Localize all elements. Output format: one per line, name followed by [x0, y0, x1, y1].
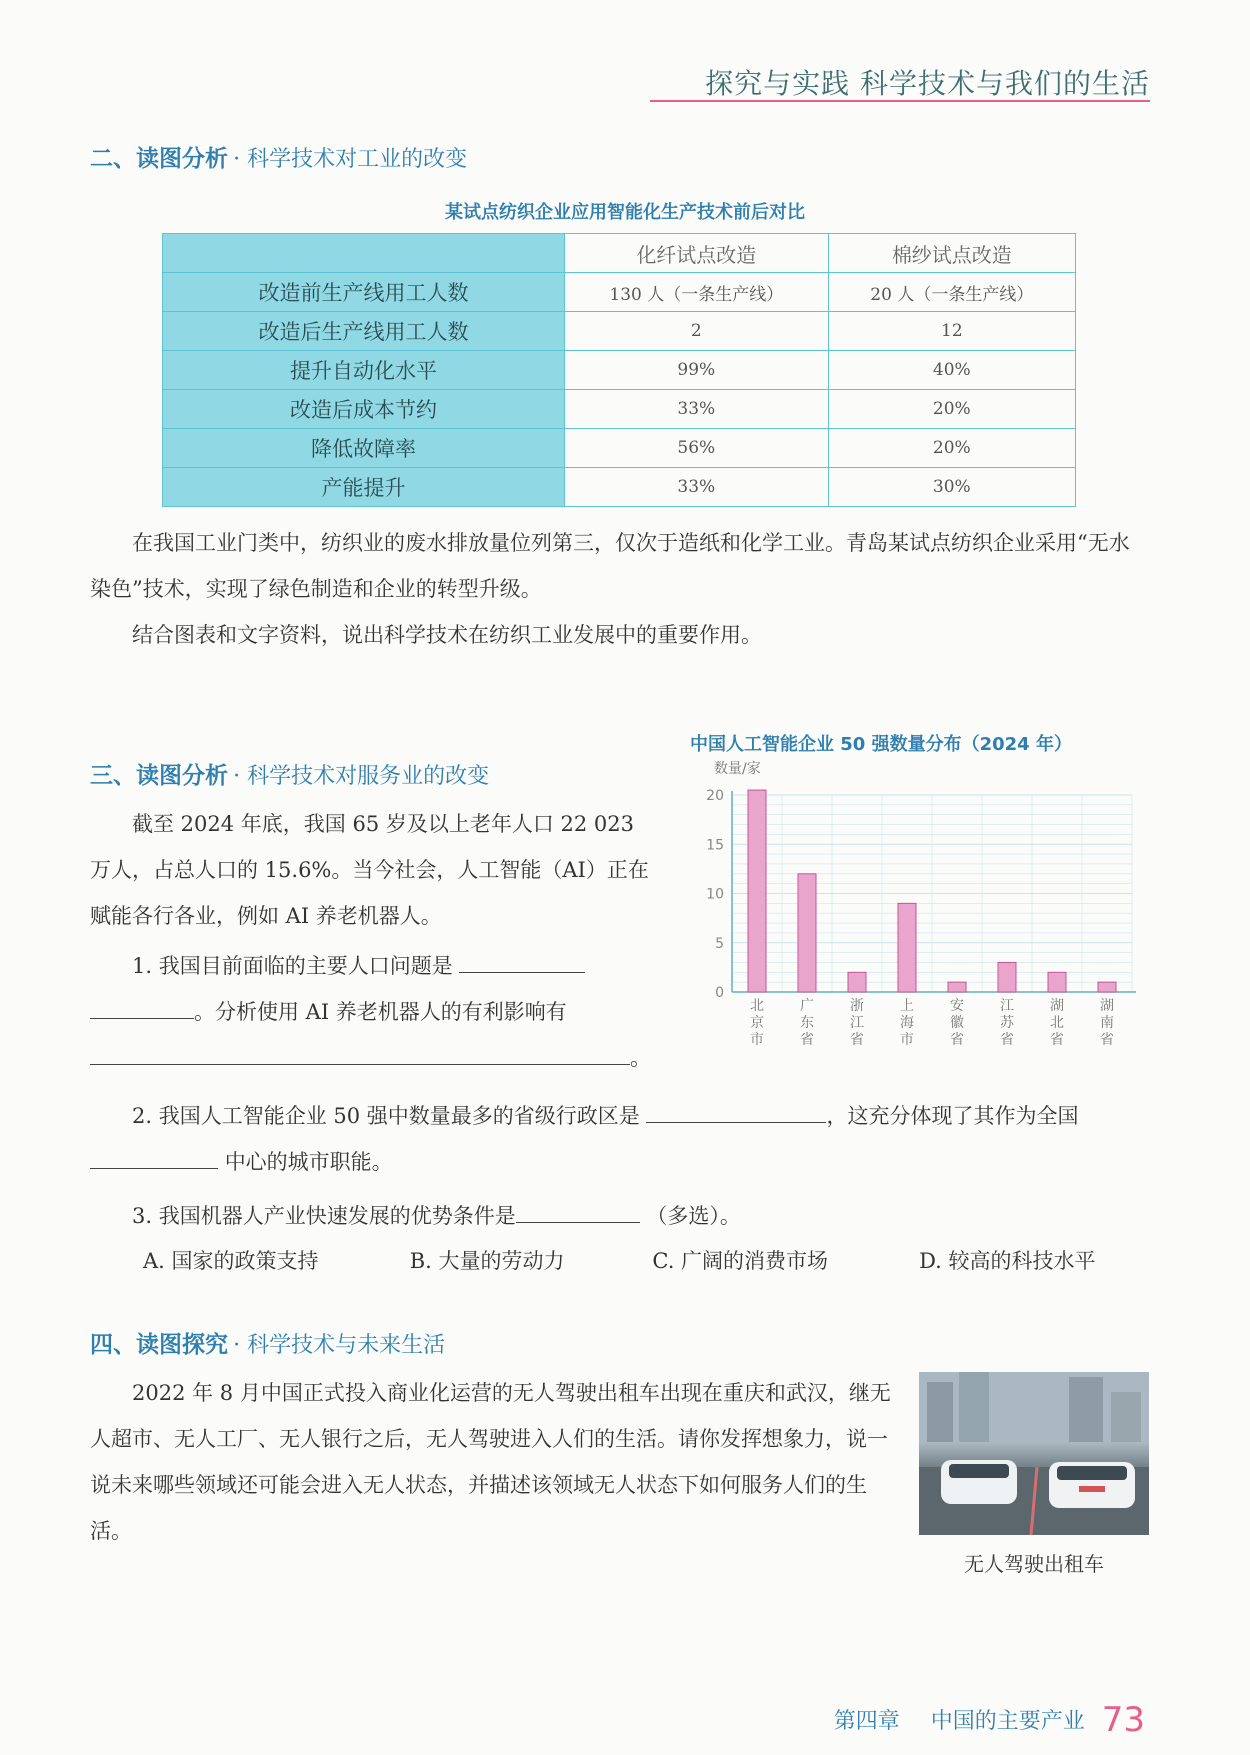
robotaxi-photo: [919, 1372, 1149, 1535]
footer-chapter-title: 中国的主要产业: [930, 1709, 1085, 1734]
option-d[interactable]: D. 较高的科技水平: [919, 1249, 1096, 1273]
table-cell: 12: [828, 312, 1075, 351]
table-cell: 56%: [565, 429, 829, 468]
chart-x-tick-label: 江苏省: [1000, 998, 1014, 1048]
table-cell: 20%: [828, 429, 1075, 468]
comparison-table: [162, 233, 1076, 507]
page-footer: [834, 1700, 1145, 1740]
chart-bar: [948, 982, 966, 992]
table-cell: 99%: [565, 351, 829, 390]
question-2-part-a: 2. 我国人工智能企业 50 强中数量最多的省级行政区是: [132, 1104, 640, 1128]
answer-blank[interactable]: [90, 1168, 218, 1169]
page-number: 73: [1101, 1700, 1145, 1740]
question-1-end: 。: [630, 1046, 651, 1070]
section2-heading: 二、读图分析: [90, 146, 228, 172]
page-header-title: 探究与实践 科学技术与我们的生活: [705, 67, 1150, 100]
table-caption: 某试点纺织企业应用智能化生产技术前后对比: [445, 202, 805, 223]
option-b[interactable]: B. 大量的劳动力: [409, 1249, 565, 1273]
chart-title: 中国人工智能企业 50 强数量分布（2024 年）: [690, 734, 1072, 755]
chart-y-tick-label: 5: [715, 935, 724, 952]
table-cell: 2: [565, 312, 829, 351]
answer-blank[interactable]: [646, 1122, 826, 1123]
answer-blank[interactable]: [90, 1018, 194, 1019]
chart-y-tick-label: 0: [715, 985, 724, 1001]
section3-intro: [90, 801, 660, 1081]
table-row: [163, 390, 1076, 429]
table-row-label: 改造后生产线用工人数: [163, 312, 565, 351]
table-row-label: 改造后成本节约: [163, 390, 565, 429]
chart-x-tick-label: 北京市: [750, 998, 764, 1048]
chart-y-tick-label: 15: [706, 837, 724, 854]
chart-bar: [798, 874, 816, 992]
chart-bar: [898, 903, 916, 992]
table-cell: 130 人（一条生产线）: [565, 273, 829, 312]
table-row-label: 降低故障率: [163, 429, 565, 468]
section3-heading-line: [90, 757, 489, 790]
section3-heading: 三、读图分析: [90, 763, 228, 789]
section2-heading-line: [90, 140, 467, 173]
section4-text: [90, 1370, 895, 1554]
table-row-label: 改造前生产线用工人数: [163, 273, 565, 312]
table-row: [163, 468, 1076, 507]
section4-paragraph: 2022 年 8 月中国正式投入商业化运营的无人驾驶出租车出现在重庆和武汉，继无人超市、无人工厂、无人银行之后，无人驾驶进入人们的生活。请你发挥想象力，说一说未来哪些领域还可能会进入无人状态，并描述该领域无人状态下如何服务人们的生活。: [90, 1381, 891, 1543]
section3-subheading: · 科学技术对服务业的改变: [233, 764, 490, 789]
question-2-part-c: 中心的城市职能。: [224, 1150, 393, 1174]
table-column-header: 棉纱试点改造: [828, 234, 1075, 273]
question-1: [90, 943, 660, 1081]
ai-enterprise-bar-chart: [690, 775, 1150, 1060]
section4-subheading: · 科学技术与未来生活: [233, 1333, 446, 1358]
table-cell: 30%: [828, 468, 1075, 507]
table-row: [163, 429, 1076, 468]
chart-x-tick-label: 上海市: [900, 998, 914, 1048]
answer-blank[interactable]: [516, 1222, 640, 1223]
table-row: [163, 351, 1076, 390]
chart-x-tick-label: 湖北省: [1050, 998, 1064, 1048]
section2-text: [90, 520, 1150, 658]
chart-x-tick-label: 安徽省: [950, 998, 964, 1048]
header-divider: [650, 100, 1150, 102]
chart-bar: [748, 790, 766, 992]
question-1-part-a: 1. 我国目前面临的主要人口问题是: [132, 954, 453, 978]
chart-x-tick-label: 浙江省: [850, 998, 864, 1048]
option-a[interactable]: A. 国家的政策支持: [143, 1249, 319, 1273]
table-cell: 33%: [565, 390, 829, 429]
table-row: [163, 312, 1076, 351]
table-row: [163, 273, 1076, 312]
answer-blank[interactable]: [459, 972, 585, 973]
table-cell: 20%: [828, 390, 1075, 429]
question-3-options: [143, 1238, 1163, 1284]
chart-bar: [1048, 972, 1066, 992]
chart-y-unit: 数量/家: [714, 761, 761, 777]
chart-bar: [1098, 982, 1116, 992]
question-2: [90, 1093, 1160, 1185]
answer-blank[interactable]: [90, 1064, 630, 1065]
section4-heading: 四、读图探究: [90, 1332, 228, 1358]
chart-bar: [998, 962, 1016, 992]
chart-x-tick-label: 广东省: [800, 998, 814, 1048]
table-column-header: 化纤试点改造: [565, 234, 829, 273]
photo-caption: 无人驾驶出租车: [964, 1552, 1104, 1576]
table-row-label: 产能提升: [163, 468, 565, 507]
option-c[interactable]: C. 广阔的消费市场: [652, 1249, 829, 1273]
section3-paragraph: 截至 2024 年底，我国 65 岁及以上老年人口 22 023 万人，占总人口的 15.6%。当今社会，人工智能（AI）正在赋能各行各业，例如 AI 养老机器人。: [90, 812, 649, 928]
section2-paragraph: 在我国工业门类中，纺织业的废水排放量位列第三，仅次于造纸和化学工业。青岛某试点纺织企业采用“无水染色”技术，实现了绿色制造和企业的转型升级。: [90, 531, 1130, 601]
footer-chapter: 第四章: [833, 1709, 900, 1734]
table-row-label: 提升自动化水平: [163, 351, 565, 390]
question-3-tail: （多选）。: [646, 1204, 741, 1228]
question-1-part-b: 。分析使用 AI 养老机器人的有利影响有: [194, 1000, 567, 1024]
chart-y-tick-label: 20: [706, 788, 724, 804]
table-header-row: [163, 234, 1076, 273]
question-3-text: 3. 我国机器人产业快速发展的优势条件是: [132, 1204, 516, 1228]
chart-x-tick-label: 湖南省: [1100, 998, 1114, 1048]
table-cell: 40%: [828, 351, 1075, 390]
question-2-part-b: ，这充分体现了其作为全国: [826, 1104, 1079, 1128]
section2-question: 结合图表和文字资料，说出科学技术在纺织工业发展中的重要作用。: [132, 623, 762, 647]
question-3: [90, 1193, 1160, 1239]
section2-subheading: · 科学技术对工业的改变: [233, 147, 468, 172]
chart-y-tick-label: 10: [706, 886, 724, 903]
section4-heading-line: [90, 1326, 445, 1359]
table-corner-cell: [163, 234, 565, 273]
table-cell: 20 人（一条生产线）: [828, 273, 1075, 312]
chart-bar: [848, 972, 866, 992]
table-cell: 33%: [565, 468, 829, 507]
